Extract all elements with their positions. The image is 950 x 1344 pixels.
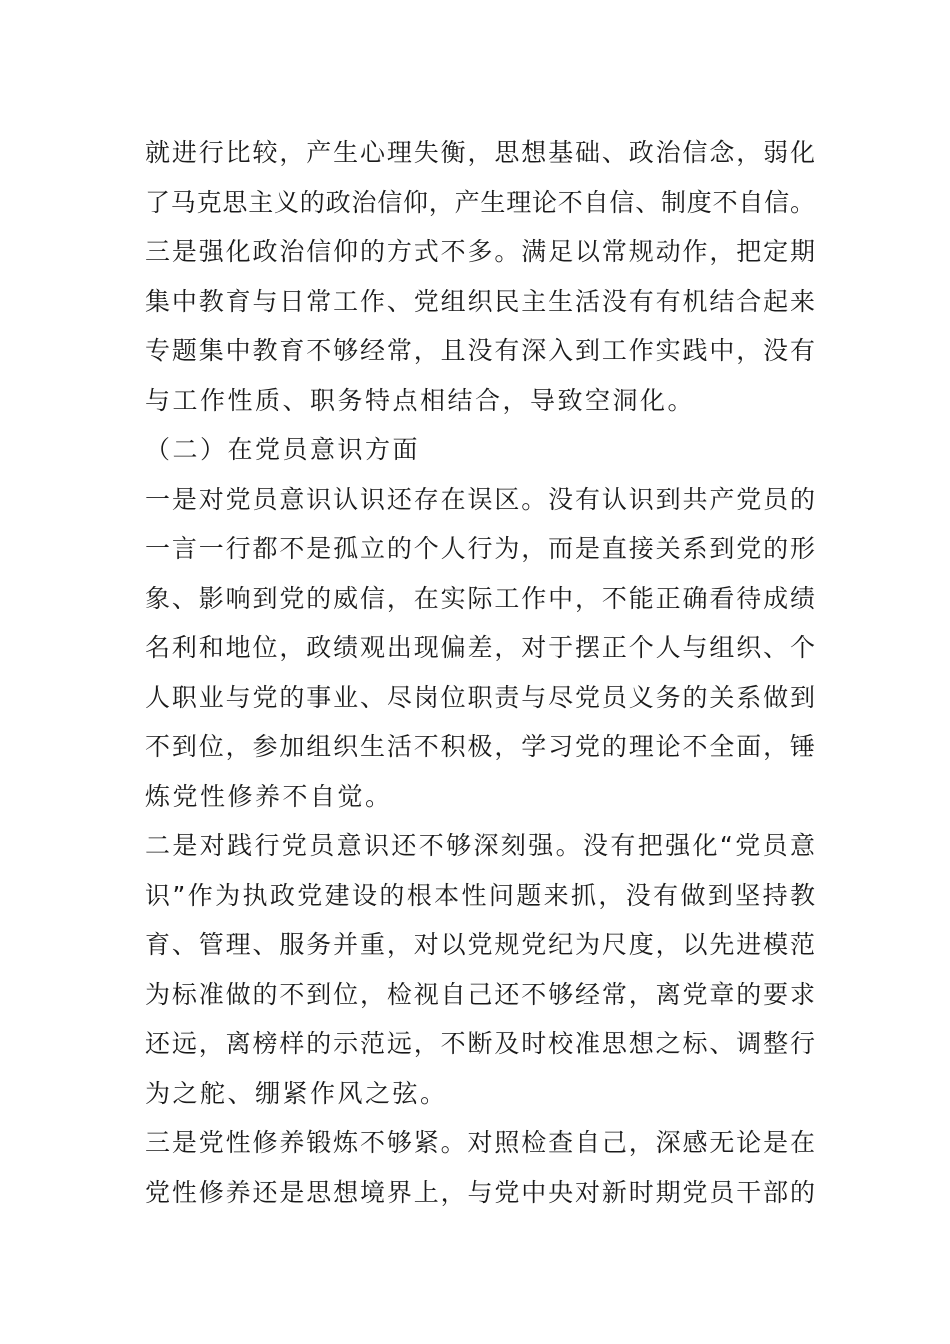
text-line: 与工作性质、职务特点相结合，导致空洞化。 <box>145 386 696 415</box>
text-line: 不到位，参加组织生活不积极，学习党的理论不全面，锤 <box>145 732 815 761</box>
text-line: 二是对践行党员意识还不够深刻强。没有把强化“党员意 <box>145 831 815 860</box>
text-line: 名利和地位，政绩观出现偏差，对于摆正个人与组织、个 <box>145 633 815 662</box>
text-line: 为标准做的不到位，检视自己还不够经常，离党章的要求 <box>145 980 815 1009</box>
text-line: 炼党性修养不自觉。 <box>145 782 393 811</box>
text-line: 育、管理、服务并重，对以党规党纪为尺度，以先进模范 <box>145 930 815 959</box>
text-line: 一是对党员意识认识还存在误区。没有认识到共产党员的 <box>145 485 815 514</box>
text-line: 为之舵、绷紧作风之弦。 <box>145 1079 448 1108</box>
section-heading: （二）在党员意识方面 <box>145 435 421 464</box>
text-line: 识”作为执政党建设的根本性问题来抓，没有做到坚持教 <box>145 881 815 910</box>
text-line: 三是党性修养锻炼不够紧。对照检查自己，深感无论是在 <box>145 1128 815 1157</box>
text-line: 还远，离榜样的示范远，不断及时校准思想之标、调整行 <box>145 1029 815 1058</box>
text-line: 专题集中教育不够经常，且没有深入到工作实践中，没有 <box>145 336 815 365</box>
text-line: 党性修养还是思想境界上，与党中央对新时期党员干部的 <box>145 1178 815 1207</box>
text-line: 一言一行都不是孤立的个人行为，而是直接关系到党的形 <box>145 534 815 563</box>
text-line: 集中教育与日常工作、党组织民主生活没有有机结合起来 <box>145 287 815 316</box>
text-line: 了马克思主义的政治信仰，产生理论不自信、制度不自信。 <box>145 188 815 217</box>
text-line: 就进行比较，产生心理失衡，思想基础、政治信念，弱化 <box>145 138 815 167</box>
text-line: 象、影响到党的威信，在实际工作中，不能正确看待成绩 <box>145 584 815 613</box>
text-line: 三是强化政治信仰的方式不多。满足以常规动作，把定期 <box>145 237 815 266</box>
text-line: 人职业与党的事业、尽岗位职责与尽党员义务的关系做到 <box>145 683 815 712</box>
